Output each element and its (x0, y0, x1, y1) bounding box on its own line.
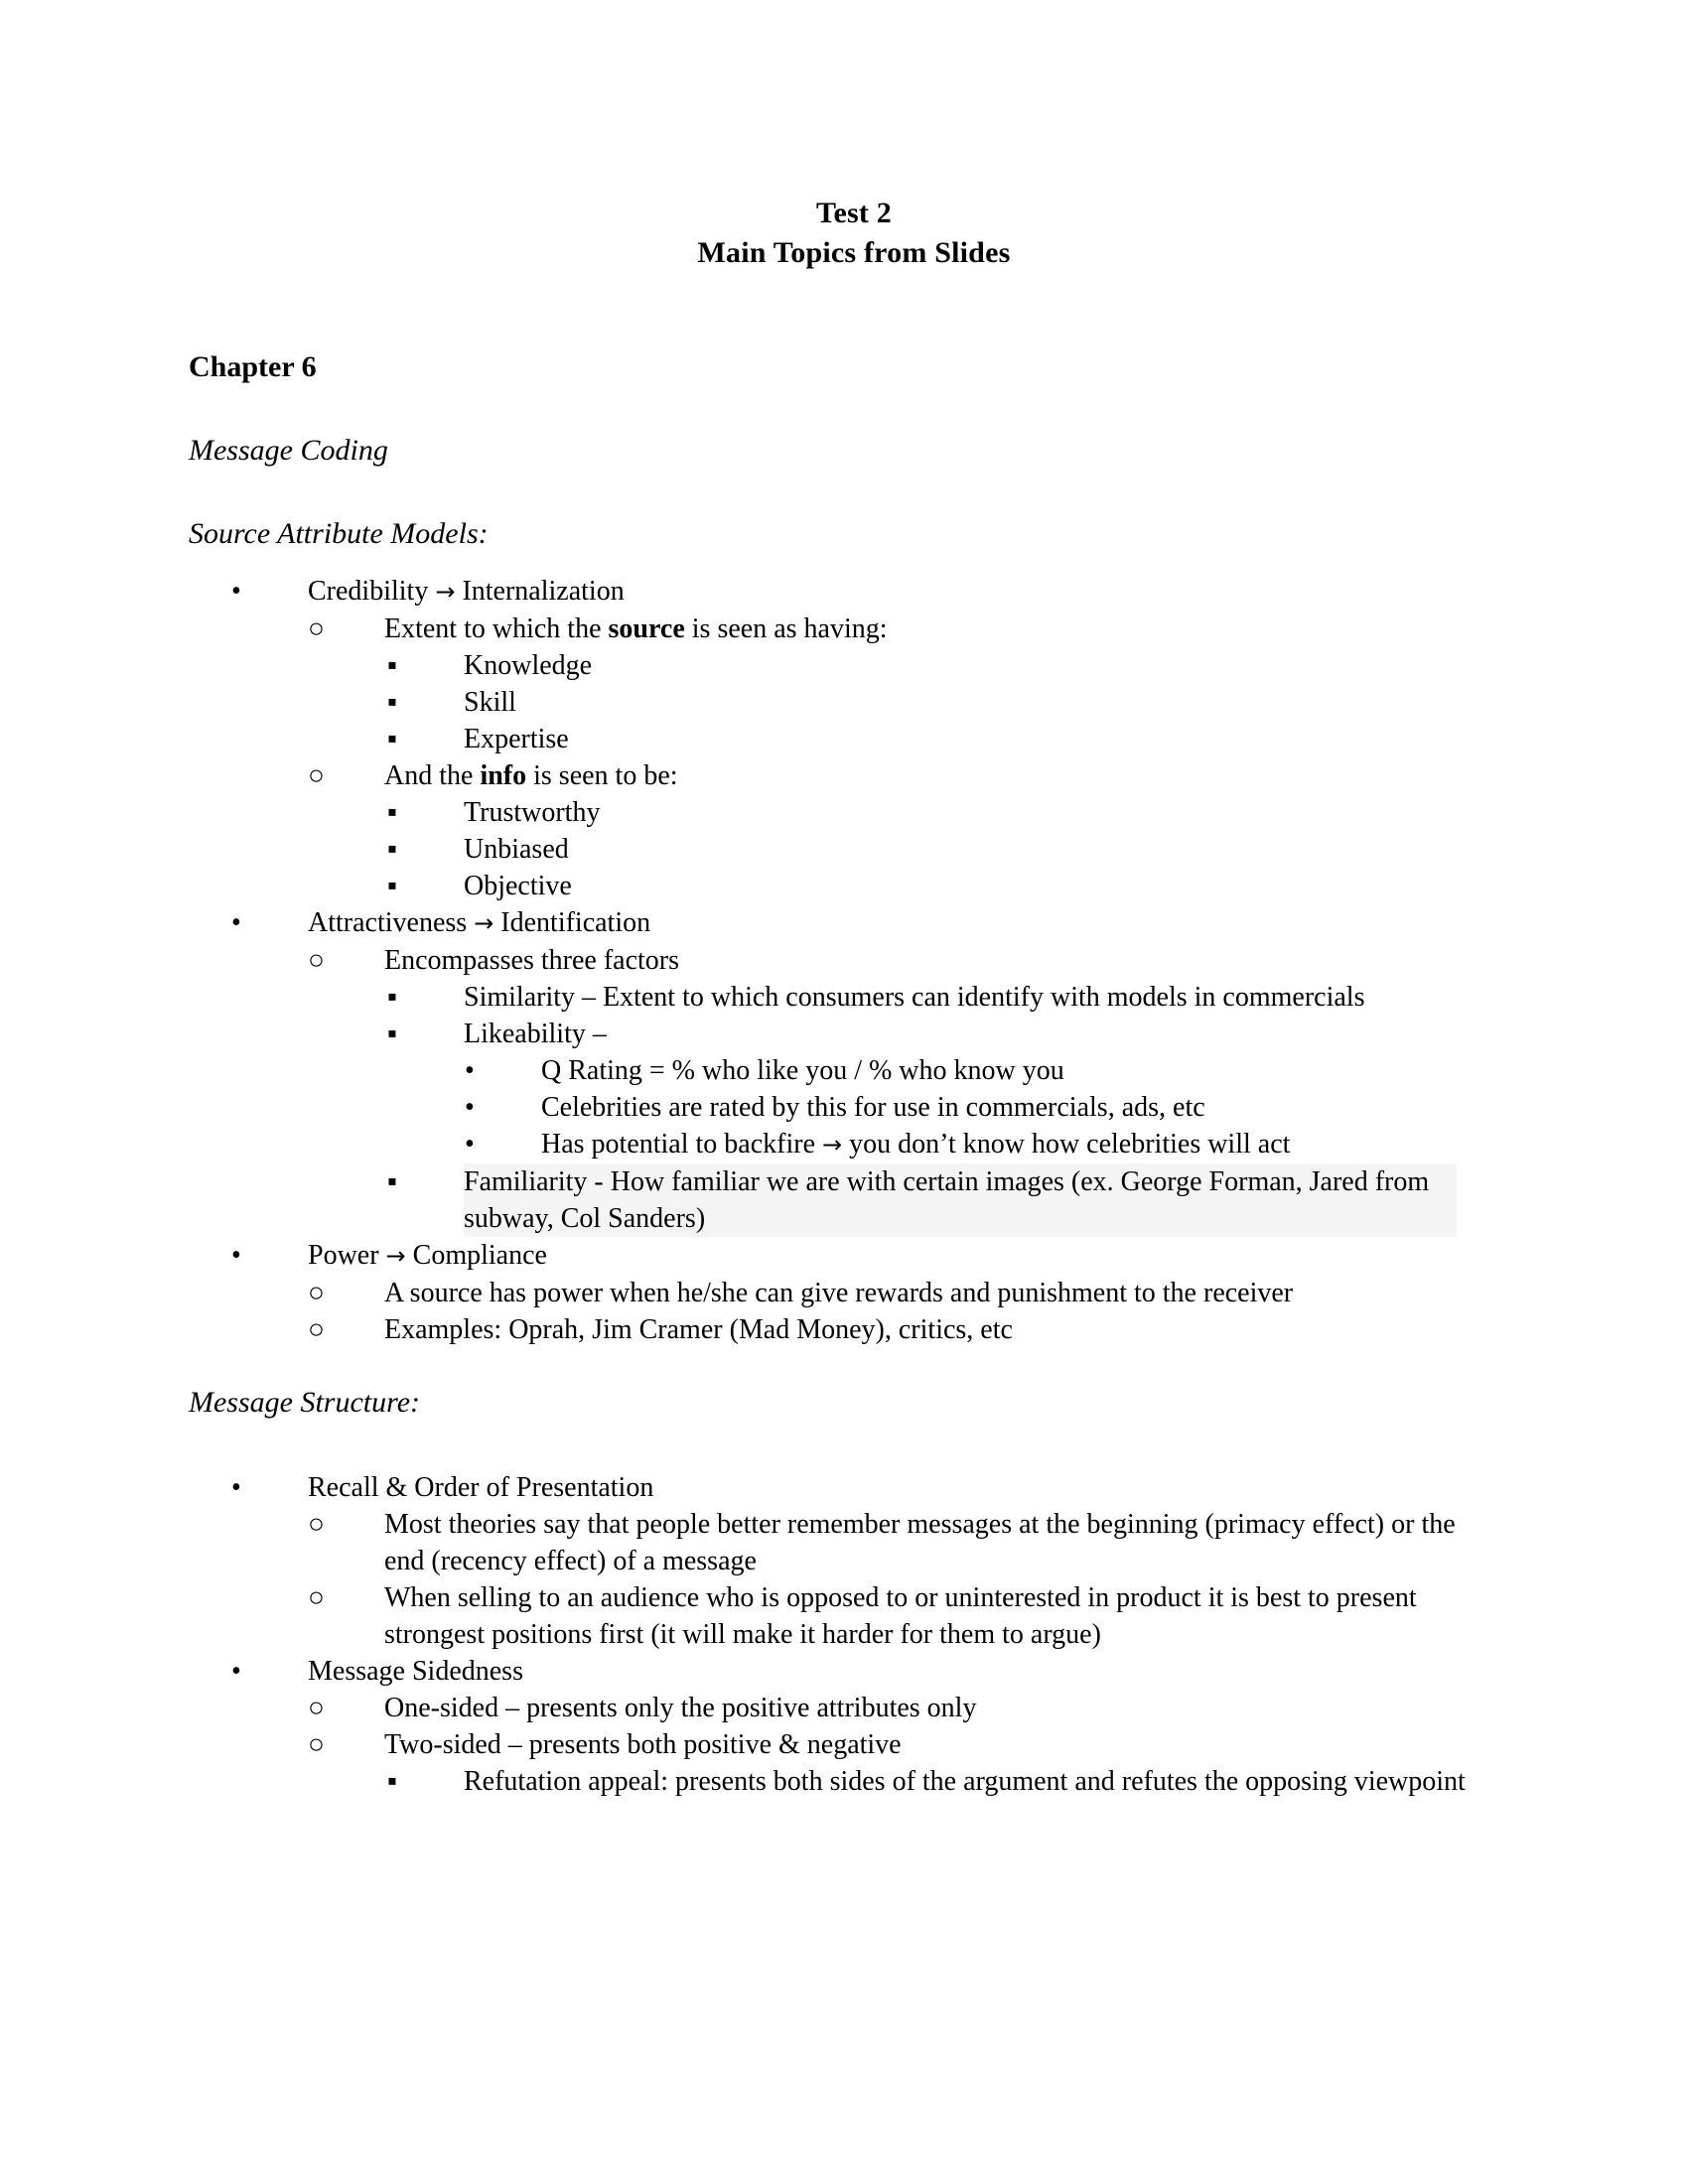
section-heading-message-structure: Message Structure: (189, 1386, 420, 1419)
document-content (189, 194, 1499, 1800)
list-item-text: Likeability – (464, 1019, 607, 1049)
power-label-post: Compliance (405, 1240, 547, 1271)
list-item-text: When selling to an audience who is opposed to or uninterested in product it is best to present strongest positions first (it will make it harder for them to argue) (384, 1582, 1417, 1650)
credibility-label-pre: Credibility (308, 576, 436, 607)
list-item (308, 1506, 1499, 1579)
list-item-text: Q Rating = % who like you / % who know you (541, 1055, 1064, 1086)
circle-bullet-icon (308, 1506, 342, 1543)
circle-bullet-icon (308, 1579, 342, 1616)
square-bullet-icon (387, 1163, 421, 1200)
spacer (189, 551, 1499, 573)
backfire-post: you don’t know how celebrities will act (842, 1129, 1291, 1160)
list-item (308, 1275, 1499, 1311)
document-title (189, 194, 1499, 273)
list-item-text: Celebrities are rated by this for use in commercials, ads, etc (541, 1092, 1205, 1123)
list-item (231, 1469, 1499, 1506)
circle-bullet-icon (308, 611, 342, 647)
source-attribute-models-list (189, 573, 1499, 1348)
list-item (465, 1089, 1499, 1126)
arrow-icon: → (474, 909, 494, 937)
list-item-text: One-sided – presents only the positive attributes only (384, 1693, 977, 1723)
list-item-text (384, 757, 1499, 794)
list-item (308, 1726, 1499, 1763)
list-item-text: Knowledge (464, 650, 593, 681)
list-item-text: Message Sidedness (308, 1656, 523, 1687)
list-item-text: Most theories say that people better remember messages at the beginning (primacy effect) or the end (recency effect) of a message (384, 1509, 1456, 1576)
list-item (308, 942, 1499, 979)
info-prefix: And the (384, 760, 481, 791)
disc-bullet-icon (231, 573, 265, 610)
list-item (308, 757, 1499, 794)
square-bullet-icon (387, 1016, 421, 1052)
info-bold: info (480, 760, 527, 791)
list-item-text (308, 904, 1499, 942)
list-item (231, 904, 1499, 942)
section-heading-source-attribute-models: Source Attribute Models: (189, 517, 489, 550)
backfire-pre: Has potential to backfire (541, 1129, 823, 1160)
list-item-text: Objective (464, 871, 572, 901)
list-item-text: Encompasses three factors (384, 945, 679, 976)
list-item (308, 1579, 1499, 1653)
disc-bullet-icon (465, 1089, 498, 1126)
list-item-text (308, 573, 1499, 611)
list-item (465, 1052, 1499, 1089)
list-item (231, 1653, 1499, 1690)
list-item-text (541, 1126, 1484, 1163)
list-item-text (384, 611, 1499, 647)
power-label-pre: Power (308, 1240, 386, 1271)
spacer (189, 384, 1499, 434)
square-bullet-icon (387, 831, 421, 868)
circle-bullet-icon (308, 757, 342, 794)
title-line-1: Test 2 (816, 197, 892, 229)
arrow-icon: → (435, 578, 456, 606)
spacer (189, 273, 1499, 350)
arrow-icon: → (385, 1242, 406, 1270)
list-item-text: Similarity – Extent to which consumers can identify with models in commercials (464, 982, 1365, 1013)
circle-bullet-icon (308, 1275, 342, 1311)
list-item (231, 1237, 1499, 1275)
arrow-icon: → (822, 1131, 843, 1159)
circle-bullet-icon (308, 1311, 342, 1348)
list-item (308, 1311, 1499, 1348)
disc-bullet-icon (231, 1237, 265, 1274)
list-item-text (308, 1237, 1499, 1275)
title-line-2: Main Topics from Slides (697, 236, 1011, 269)
info-suffix: is seen to be: (526, 760, 678, 791)
list-item-text: Recall & Order of Presentation (308, 1472, 654, 1503)
spacer (189, 1420, 1499, 1469)
list-item (387, 721, 1499, 757)
list-item-text: Examples: Oprah, Jim Cramer (Mad Money), critics, etc (384, 1314, 1013, 1345)
square-bullet-icon (387, 1763, 421, 1800)
extent-suffix: is seen as having: (684, 614, 888, 644)
extent-bold-source: source (608, 614, 685, 644)
square-bullet-icon (387, 721, 421, 757)
list-item-text: Skill (464, 687, 516, 718)
list-item-text: Refutation appeal: presents both sides of the argument and refutes the opposing viewpoint (464, 1766, 1466, 1797)
disc-bullet-icon (465, 1052, 498, 1089)
list-item (308, 611, 1499, 647)
list-item (465, 1126, 1499, 1163)
square-bullet-icon (387, 647, 421, 684)
circle-bullet-icon (308, 1726, 342, 1763)
chapter-heading: Chapter 6 (189, 350, 317, 383)
square-bullet-icon (387, 794, 421, 831)
list-item (387, 794, 1499, 831)
list-item (387, 647, 1499, 684)
disc-bullet-icon (231, 1469, 265, 1506)
circle-bullet-icon (308, 942, 342, 979)
list-item-text: Trustworthy (464, 797, 601, 828)
list-item-text: Expertise (464, 724, 569, 754)
square-bullet-icon (387, 979, 421, 1016)
list-item (308, 1690, 1499, 1726)
list-item (387, 1763, 1499, 1800)
attractiveness-label-post: Identification (493, 907, 651, 938)
credibility-label-post: Internalization (455, 576, 625, 607)
disc-bullet-icon (231, 1653, 265, 1690)
list-item (231, 573, 1499, 611)
list-item (387, 831, 1499, 868)
list-item (387, 1163, 1499, 1237)
list-item-text: A source has power when he/she can give rewards and punishment to the receiver (384, 1278, 1294, 1308)
list-item-text: Unbiased (464, 834, 569, 865)
list-item (387, 979, 1499, 1016)
attractiveness-label-pre: Attractiveness (308, 907, 475, 938)
disc-bullet-icon (231, 904, 265, 941)
message-structure-list (189, 1469, 1499, 1800)
section-heading-message-coding: Message Coding (189, 434, 388, 467)
disc-bullet-icon (465, 1126, 498, 1162)
list-item (387, 1016, 1499, 1052)
square-bullet-icon (387, 684, 421, 721)
list-item-text: Familiarity - How familiar we are with certain images (ex. George Forman, Jared from subway, Col Sanders) (464, 1163, 1457, 1237)
square-bullet-icon (387, 868, 421, 904)
extent-prefix: Extent to which the (384, 614, 609, 644)
spacer (189, 468, 1499, 517)
circle-bullet-icon (308, 1690, 342, 1726)
spacer (189, 1348, 1499, 1386)
list-item (387, 868, 1499, 904)
list-item (387, 684, 1499, 721)
list-item-text: Two-sided – presents both positive & negative (384, 1729, 902, 1760)
